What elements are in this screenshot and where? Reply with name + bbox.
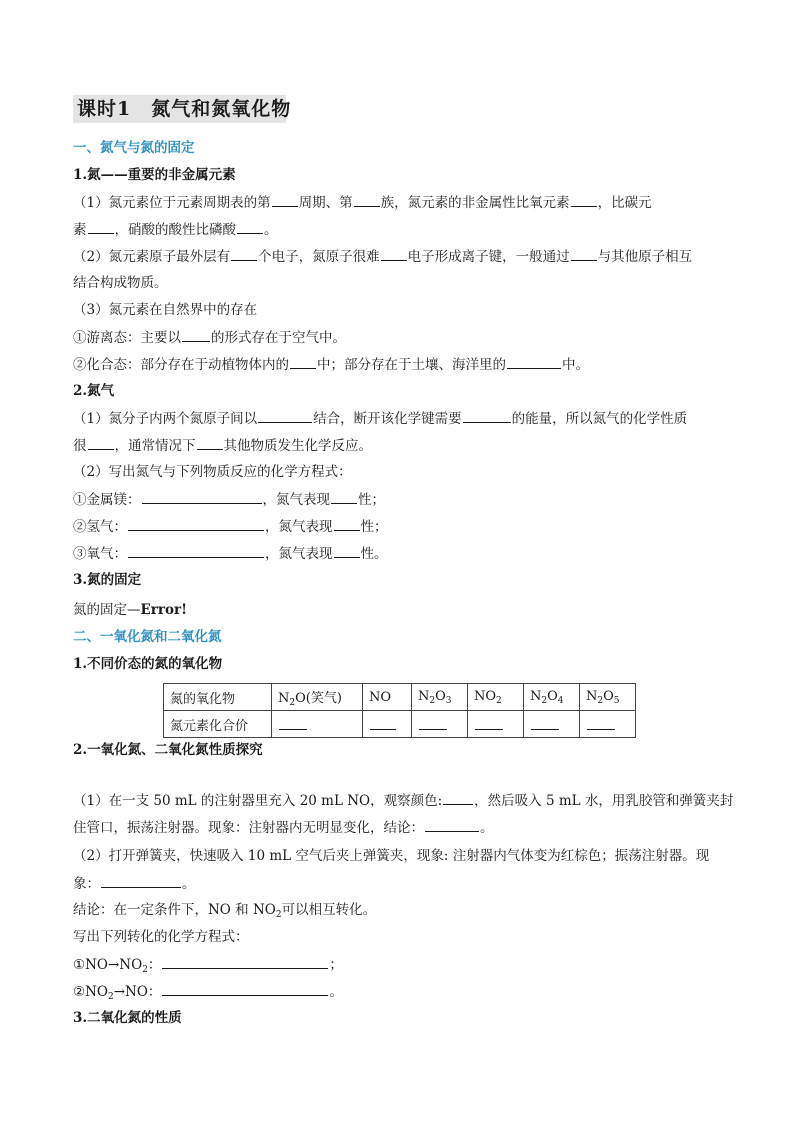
answer-blank[interactable] <box>425 817 479 832</box>
answer-blank[interactable] <box>128 516 264 531</box>
table-row <box>164 711 636 738</box>
subheading-nitrogen-element: 1.氮——重要的非金属元素 <box>73 167 236 183</box>
experiment-1-line-2: 住管口，振荡注射器。现象：注射器内无明显变化，结论： 。 <box>73 817 494 838</box>
table-header-cell: 氮元素化合价 <box>164 711 272 738</box>
paragraph-fixation: 氮的固定—Error! <box>73 602 188 618</box>
answer-blank[interactable] <box>531 715 559 730</box>
subheading-oxides: 1.不同价态的氮的氧化物 <box>73 656 223 672</box>
table-row <box>164 684 636 711</box>
answer-blank[interactable] <box>370 715 396 730</box>
paragraph-5: ②化合态：部分存在于动植物体内的 中；部分存在于土壤、海洋里的 中。 <box>73 354 589 375</box>
subheading-nitrogen-fixation: 3.氮的固定 <box>73 572 142 588</box>
answer-blank[interactable] <box>443 790 473 805</box>
paragraph-4: ①游离态：主要以 的形式存在于空气中。 <box>73 327 346 348</box>
answer-blank[interactable] <box>381 246 407 261</box>
table-cell <box>412 711 468 738</box>
lesson-title: 课时1 氮气和氮氧化物 <box>73 95 286 123</box>
equation-magnesium: ①金属镁： ，氮气表现 性； <box>73 489 385 510</box>
paragraph-7: （2）写出氮气与下列物质反应的化学方程式： <box>73 464 352 480</box>
paragraph-3: （3）氮元素在自然界中的存在 <box>73 302 258 318</box>
answer-blank[interactable] <box>331 489 357 504</box>
answer-blank[interactable] <box>162 981 328 996</box>
equation-no2-to-no: $②NO_2\to NO$： 。 <box>73 981 343 1007</box>
table-cell: NO <box>363 684 412 711</box>
answer-blank[interactable] <box>475 715 503 730</box>
answer-blank[interactable] <box>231 246 257 261</box>
equation-oxygen: ③氧气： ，氮气表现 性。 <box>73 543 388 564</box>
equations-prompt: 写出下列转化的化学方程式： <box>73 929 249 945</box>
paragraph-1-line-1: （1）氮元素位于元素周期表的第 周期、第 族，氮元素的非金属性比氧元素 ，比碳元 <box>73 192 652 213</box>
table-cell <box>272 711 363 738</box>
answer-blank[interactable] <box>571 246 597 261</box>
section-heading-1: 一、氮气与氮的固定 <box>73 140 195 156</box>
answer-blank[interactable] <box>587 715 615 730</box>
answer-blank[interactable] <box>290 354 316 369</box>
table-cell: $N_2O_4$ <box>524 684 580 711</box>
answer-blank[interactable] <box>507 354 561 369</box>
table-cell <box>363 711 412 738</box>
experiment-2-line-1: （2）打开弹簧夹，快速吸入 10 mL 空气后夹上弹簧夹，现象: 注射器内气体变为红棕色；振荡注射器。现 <box>73 848 710 864</box>
answer-blank[interactable] <box>272 192 298 207</box>
answer-blank[interactable] <box>463 408 511 423</box>
table-cell: $NO_2$ <box>468 684 524 711</box>
table-cell: $N_2O_3$ <box>412 684 468 711</box>
table-cell <box>468 711 524 738</box>
answer-blank[interactable] <box>419 715 447 730</box>
oxides-table <box>163 683 636 738</box>
paragraph-1-line-2: 素 ，硝酸的酸性比磷酸 。 <box>73 219 278 240</box>
paragraph-2-line-2: 结合构成物质。 <box>73 275 168 291</box>
experiment-2-line-2: 象： 。 <box>73 873 196 894</box>
subheading-nitrogen-gas: 2.氮气 <box>73 383 115 399</box>
answer-blank[interactable] <box>354 192 380 207</box>
section-heading-2: 二、一氧化氮和二氧化氮 <box>73 629 222 645</box>
paragraph-2-line-1: （2）氮元素原子最外层有 个电子，氮原子很难 电子形成离子键，一般通过 与其他原子相互 <box>73 246 692 267</box>
answer-blank[interactable] <box>334 516 360 531</box>
answer-blank[interactable] <box>197 435 223 450</box>
answer-blank[interactable] <box>88 219 114 234</box>
answer-blank[interactable] <box>128 543 264 558</box>
table-header-cell: 氮的氧化物 <box>164 684 272 711</box>
answer-blank[interactable] <box>88 435 114 450</box>
answer-blank[interactable] <box>101 873 181 888</box>
answer-blank[interactable] <box>334 543 360 558</box>
answer-blank[interactable] <box>279 715 307 730</box>
subheading-no2-properties: 3.二氧化氮的性质 <box>73 1010 182 1026</box>
paragraph-6-line-1: （1）氮分子内两个氮原子间以 结合，断开该化学键需要 的能量，所以氮气的化学性质 <box>73 408 687 429</box>
conclusion: 结论：在一定条件下，NO 和 $NO_2$可以相互转化。 <box>73 902 377 920</box>
experiment-1-line-1: （1）在一支 50 mL 的注射器里充入 20 mL NO，观察颜色: ，然后吸入 5 mL 水，用乳胶管和弹簧夹封 <box>73 790 733 811</box>
answer-blank[interactable] <box>182 327 210 342</box>
equation-hydrogen: ②氢气： ，氮气表现 性； <box>73 516 388 537</box>
equation-no-to-no2: $①NO\to NO_2$： ； <box>73 954 343 980</box>
table-cell <box>524 711 580 738</box>
answer-blank[interactable] <box>237 219 263 234</box>
answer-blank[interactable] <box>571 192 597 207</box>
table-cell <box>580 711 636 738</box>
answer-blank[interactable] <box>142 489 262 504</box>
answer-blank[interactable] <box>258 408 312 423</box>
paragraph-6-line-2: 很 ，通常情况下 其他物质发生化学反应。 <box>73 435 372 456</box>
table-cell: $N_2O_5$ <box>580 684 636 711</box>
table-cell: $N_2O$(笑气) <box>272 684 363 711</box>
answer-blank[interactable] <box>162 954 328 969</box>
subheading-no-no2-experiment: 2.一氧化氮、二氧化氮性质探究 <box>73 742 263 758</box>
